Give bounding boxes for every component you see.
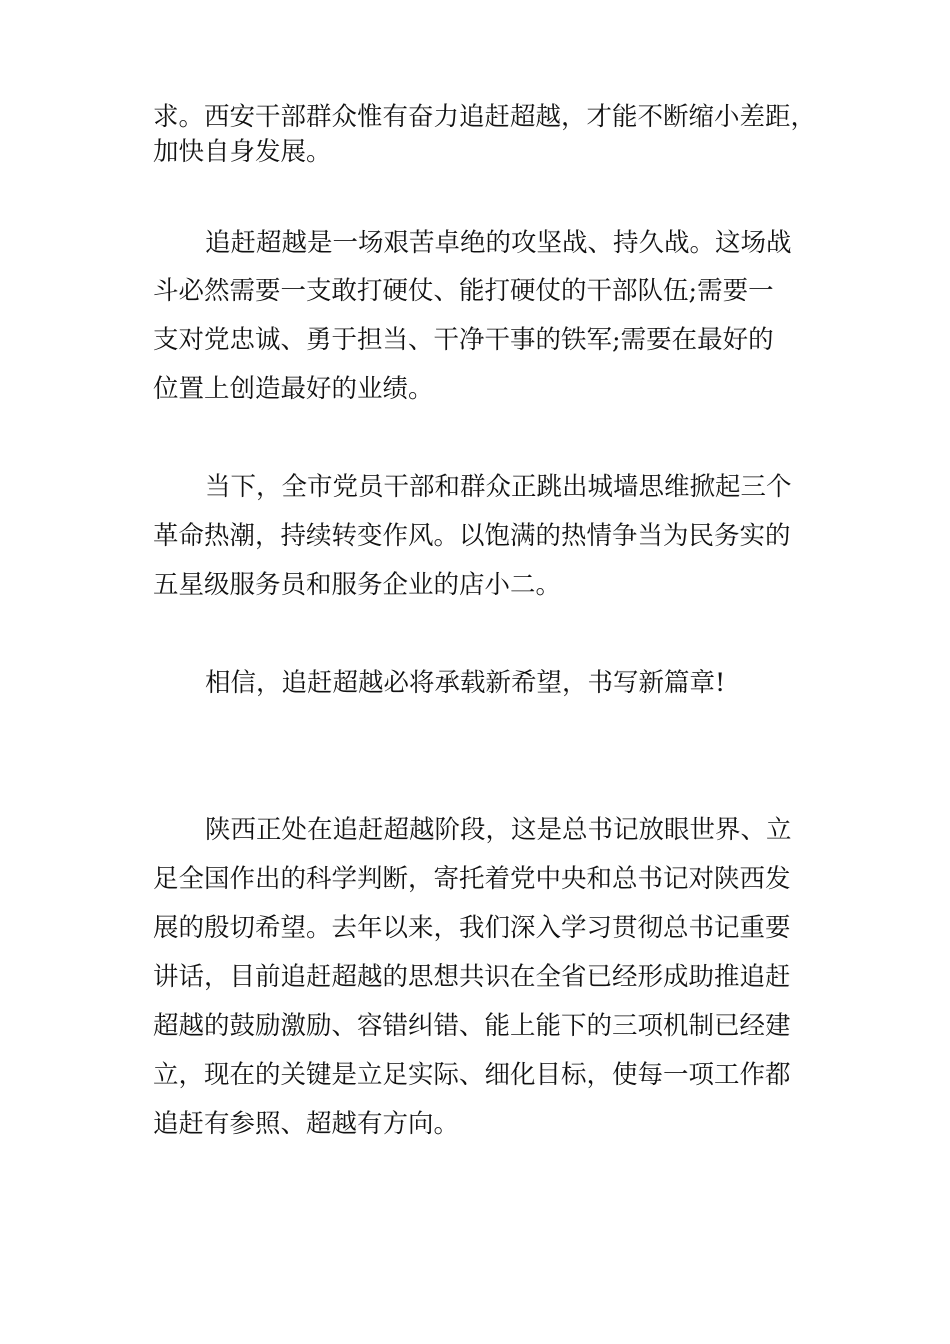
text-line: 斗必然需要一支敢打硬仗、能打硬仗的干部队伍;需要一 <box>153 276 774 306</box>
text-line: 加快自身发展。 <box>153 137 332 167</box>
text-line: 追赶有参照、超越有方向。 <box>153 1109 460 1139</box>
text-line: 展的殷切希望。去年以来，我们深入学习贯彻总书记重要 <box>153 913 791 943</box>
text-line: 超越的鼓励激励、容错纠错、能上能下的三项机制已经建 <box>153 1011 791 1041</box>
text-line: 革命热潮，持续转变作风。以饱满的热情争当为民务实的 <box>153 521 791 551</box>
text-line: 位置上创造最好的业绩。 <box>153 374 434 404</box>
text-line: 讲话，目前追赶超越的思想共识在全省已经形成助推追赶 <box>153 962 791 992</box>
text-line: 五星级服务员和服务企业的店小二。 <box>153 570 562 600</box>
text-line: 立，现在的关键是立足实际、细化目标，使每一项工作都 <box>153 1060 791 1090</box>
text-line: 陕西正处在追赶超越阶段，这是总书记放眼世界、立 <box>205 815 792 845</box>
text-line: 求。西安干部群众惟有奋力追赶超越，才能不断缩小差距， <box>153 102 817 132</box>
text-line: 足全国作出的科学判断，寄托着党中央和总书记对陕西发 <box>153 864 791 894</box>
text-line: 支对党忠诚、勇于担当、干净干事的铁军;需要在最好的 <box>153 325 774 355</box>
text-line: 追赶超越是一场艰苦卓绝的攻坚战、持久战。这场战 <box>205 228 792 258</box>
text-line: 相信，追赶超越必将承载新希望，书写新篇章! <box>205 668 726 698</box>
text-line: 当下，全市党员干部和群众正跳出城墙思维掀起三个 <box>205 472 792 502</box>
